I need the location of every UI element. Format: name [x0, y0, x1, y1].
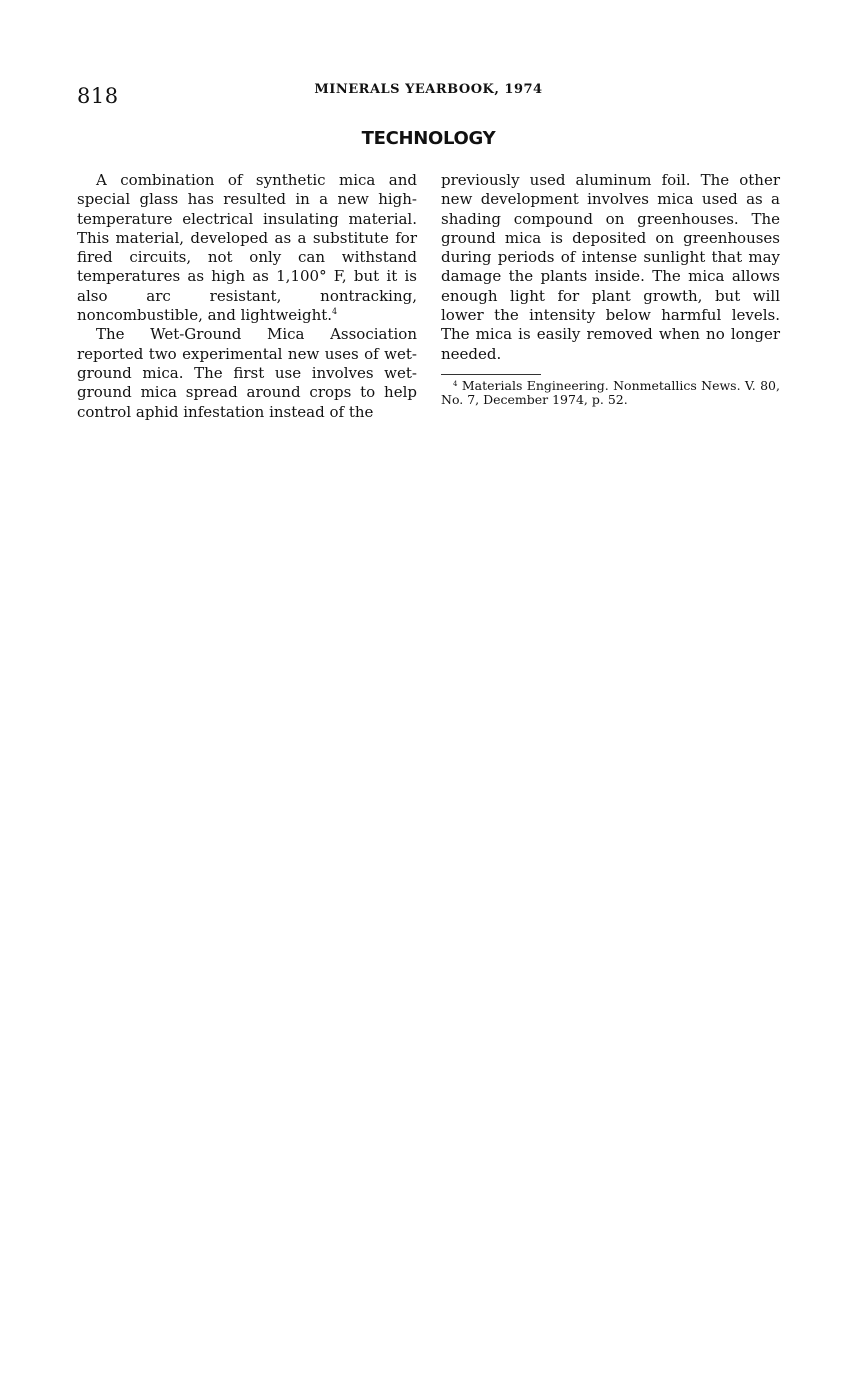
footnote-divider — [441, 374, 541, 375]
paragraph-synthetic-mica — [77, 171, 417, 325]
page-number: 818 — [77, 84, 119, 108]
paragraph-text: previously used aluminum foil. The other new development involves mica used as a shading compound on greenhouses. The ground mica is deposited on greenhouses during periods of intense sunlight that may damage the plants inside. The mica allows enough light for plant growth, but will lower the intensity below harmful levels. The mica is easily removed when no longer needed. — [441, 171, 780, 363]
footnote-text: Materials Engineering. Nonmetallics News. V. 80, No. 7, December 1974, p. 52. — [441, 377, 780, 407]
footnote-number: 4 — [453, 379, 458, 388]
paragraph-continuation — [441, 171, 780, 364]
paragraph-wet-ground-mica — [77, 325, 417, 421]
footnote — [441, 379, 780, 407]
footnote-reference: 4 — [332, 307, 338, 317]
paragraph-text: A combination of synthetic mica and special glass has resulted in a new high-temperature electrical insulating material. This material, developed as a substitute for fired circuits, not only can withstand temperatures as high as 1,100° F, but it is also arc resistant, nontracking, noncombustible, and lightweight. — [77, 171, 417, 325]
running-head: MINERALS YEARBOOK, 1974 — [314, 82, 543, 97]
paragraph-text: The Wet-Ground Mica Association reported two experimental new uses of wet-ground mica. The first use involves wet-ground mica spread around crops to help control aphid infestation instead of the — [77, 325, 417, 421]
left-column — [77, 171, 417, 422]
right-column — [441, 171, 780, 407]
section-title: TECHNOLOGY — [361, 128, 496, 149]
